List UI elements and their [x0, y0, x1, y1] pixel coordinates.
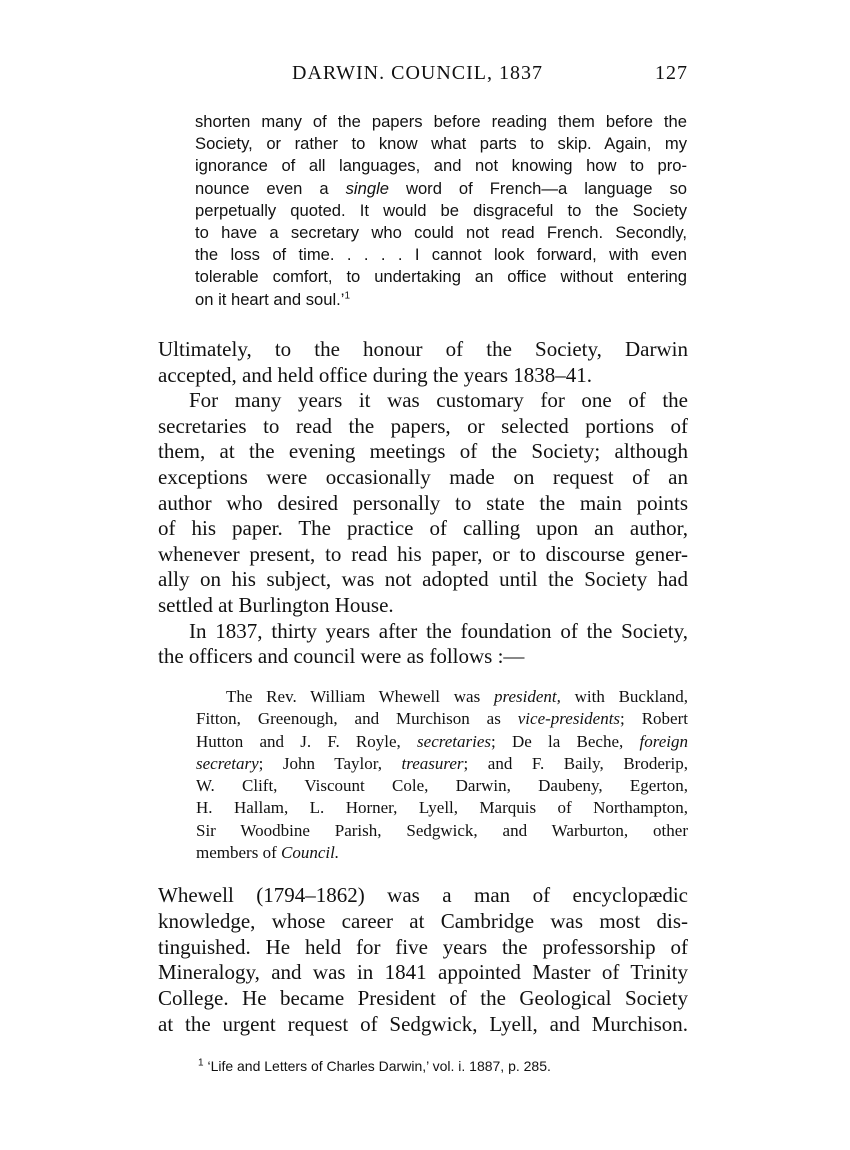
- quote-line: Society, or rather to know what parts to skip. Again, my: [195, 134, 687, 154]
- running-head: [158, 62, 688, 88]
- body-line: author who desired personally to state the main points: [158, 490, 688, 515]
- footnote-reference: 1: [344, 290, 351, 302]
- body-line: accepted, and held office during the years 1838–41.: [158, 362, 593, 387]
- body-line: knowledge, whose career at Cambridge was most dis-: [158, 908, 688, 933]
- body-line: the officers and council were as follows :—: [158, 644, 525, 669]
- body-line: In 1837, thirty years after the foundation of the Society,: [189, 618, 688, 643]
- quote-line: tolerable comfort, to undertaking an office without entering: [195, 267, 687, 287]
- council-text: ; and F. Baily, Broderip,: [463, 753, 688, 773]
- council-text: with Buckland,: [560, 687, 688, 706]
- quote-line: shorten many of the papers before reading them before the: [195, 112, 687, 131]
- council-text: Hutton and J. F. Royle,: [196, 731, 418, 751]
- body-line: College. He became President of the Geological Society: [158, 986, 688, 1011]
- body-line: secretaries to read the papers, or selected portions of: [158, 413, 688, 438]
- council-line: H. Hallam, L. Horner, Lyell, Marquis of Northampton,: [196, 798, 688, 818]
- council-line: [196, 686, 688, 708]
- body-line: Mineralogy, and was in 1841 appointed Master of Trinity: [158, 960, 688, 985]
- footnote: [198, 1057, 678, 1075]
- body-paragraphs: [158, 337, 688, 670]
- body-line: at the urgent request of Sedgwick, Lyell, and Murchison.: [158, 1011, 688, 1036]
- body-line: For many years it was customary for one of the: [189, 388, 688, 413]
- council-line: [196, 842, 688, 864]
- role-vice-presidents: vice-presidents: [517, 709, 621, 729]
- role-treasurer: treasurer: [401, 753, 464, 773]
- council-line: W. Clift, Viscount Cole, Darwin, Daubeny, Egerton,: [196, 776, 688, 796]
- body-line: tinguished. He held for five years the professorship of: [158, 934, 688, 959]
- council-text: members of: [196, 843, 281, 863]
- council-text: ; Robert: [620, 709, 688, 729]
- body-line: Whewell (1794–1862) was a man of encyclopædic: [158, 883, 688, 907]
- quote-line: the loss of time. . . . . I cannot look forward, with even: [195, 245, 687, 265]
- page-number: 127: [655, 62, 688, 84]
- body-line: settled at Burlington House.: [158, 592, 394, 617]
- role-secretary: secretary: [196, 753, 259, 773]
- quote-line: to have a secretary who could not read French. Secondly,: [195, 223, 687, 243]
- council-line: [196, 708, 688, 730]
- quote-text: word of French—a language so: [388, 178, 688, 198]
- running-title: DARWIN. COUNCIL, 1837: [292, 62, 543, 84]
- council-text: ; De la Beche,: [491, 731, 640, 751]
- council-line: [196, 753, 688, 775]
- council-line: Sir Woodbine Parish, Sedgwick, and Warburton, other: [196, 820, 688, 840]
- role-council: Council.: [280, 843, 340, 863]
- quote-text: nounce even a: [195, 178, 346, 198]
- body-line: whenever present, to read his paper, or to discourse gener-: [158, 541, 688, 566]
- council-line: [196, 731, 688, 753]
- quote-line: ignorance of all languages, and not knowing how to pro-: [195, 156, 687, 176]
- footnote-marker: 1: [198, 1057, 204, 1069]
- council-text: The Rev. William Whewell was: [226, 687, 494, 706]
- quote-line: [195, 289, 687, 311]
- body-line: of his paper. The practice of calling upon an author,: [158, 516, 688, 541]
- emphasis-single: single: [345, 178, 389, 198]
- role-secretaries: secretaries: [417, 731, 492, 751]
- body-line: exceptions were occasionally made on request of an: [158, 464, 688, 489]
- role-foreign: foreign: [639, 731, 688, 751]
- body-line: them, at the evening meetings of the Society; although: [158, 439, 688, 464]
- council-text: ; John Taylor,: [258, 753, 402, 773]
- footnote-text: ‘Life and Letters of Charles Darwin,’ vol. i. 1887, p. 285.: [207, 1058, 551, 1074]
- quote-text: on it heart and soul.’: [195, 289, 345, 309]
- role-president: president,: [493, 687, 561, 706]
- body-line: Ultimately, to the honour of the Society, Darwin: [158, 337, 688, 361]
- body-line: ally on his subject, was not adopted until the Society had: [158, 567, 688, 592]
- council-text: Fitton, Greenough, and Murchison as: [196, 709, 518, 729]
- quote-line: [195, 178, 687, 200]
- whewell-paragraph: [158, 883, 688, 1038]
- darwin-letter-quote: [195, 111, 687, 311]
- council-list: [196, 686, 688, 864]
- quote-line: perpetually quoted. It would be disgraceful to the Society: [195, 200, 687, 220]
